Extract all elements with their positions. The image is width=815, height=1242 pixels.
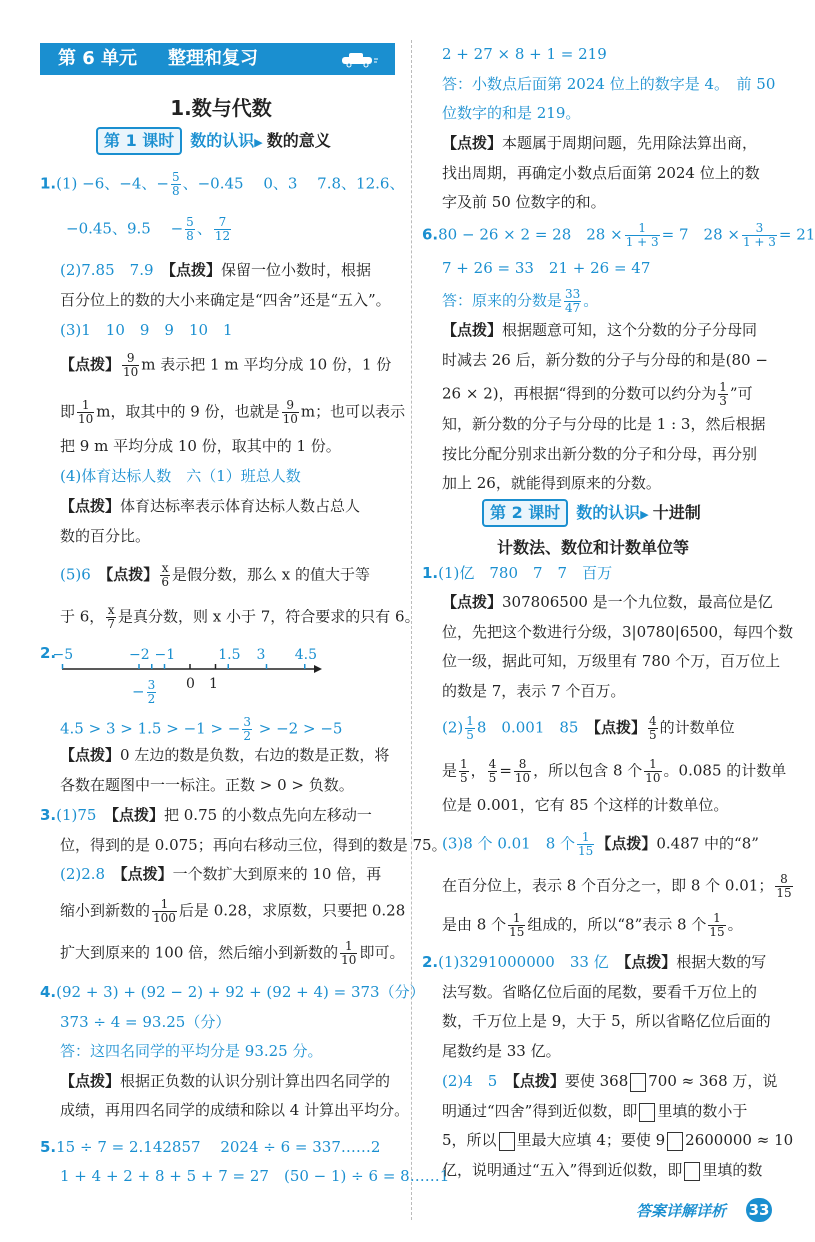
lesson-header-1 [96,127,331,155]
text: 700 ≈ 368 万，说 [648,1072,778,1090]
tip-label: 【点拨】 [512,1072,565,1090]
tip-label: 【点拨】 [593,718,646,737]
fraction: $\frac{8}{10}$ [514,757,531,785]
text: (2)7.85 7.9 [60,261,169,279]
answer-line [442,715,735,742]
question-number: 3. [40,806,57,824]
answer-line [422,952,766,972]
answer-line [40,171,404,198]
text: 307806500 是一个九位数，最高位是亿 [502,593,773,611]
fraction: $\frac{1}{3}$ [719,380,727,408]
answer-line: 373 ÷ 4 = 93.25（分） [60,1013,231,1031]
text: ， [470,761,486,780]
answer-line: 答：这四名同学的平均分是 93.25 分。 [60,1042,323,1060]
fraction: $\frac{3}{2}$ [243,715,251,743]
unit-number: 第 6 单元 [58,48,138,69]
footer-label: 答案详解详析 [636,1202,727,1220]
question-number-label: 2. [40,644,57,662]
explanation-line [442,1160,762,1181]
answer-line [40,982,425,1002]
text: 要使 368 [564,1072,629,1090]
answer-line [422,222,815,249]
text: ”可 [729,384,753,403]
text: 把 0.75 的小数点先向左移动一 [164,806,372,824]
blank-box [499,1132,515,1151]
text: 缩小到新数的 [60,901,151,920]
answer-line [66,216,233,243]
lesson-header-2 [482,499,701,527]
answer-line: 1 + 4 + 2 + 8 + 5 + 7 = 27 (50 − 1) ÷ 6 = 8……1 [60,1167,450,1185]
text: (3)8 个 0.01 8 个 [442,834,576,853]
tip-label: 【点拨】 [60,355,121,374]
fraction: $\frac{33}{47}$ [565,287,581,315]
text: 根据正负数的认识分别计算出四名同学的 [120,1072,391,1090]
answer-line: (4)体育达标人数 六（1）班总人数 [60,467,301,485]
fraction: $\frac{1}{1 + 3}$ [625,221,659,249]
tip-label: 【点拨】 [60,497,121,515]
text: 是真分数，则 x 小于 7，符合要求的只有 6。 [117,607,420,626]
explanation-line: 找出周期，再确定小数点后面第 2024 位上的数 [442,164,760,182]
tip-label: 【点拨】 [105,565,159,584]
text: 根据题意可知，这个分数的分子分母同 [502,321,758,339]
tip-label: 【点拨】 [623,953,677,971]
tick-label: 3 [256,647,266,663]
text: 即可。 [359,943,405,962]
tip-label: 【点拨】 [442,593,503,611]
fraction: $\frac{1}{10}$ [78,398,94,426]
explanation-line: 把 9 m 平均分成 10 份，取其中的 1 份。 [60,437,341,455]
fraction: $\frac{1}{10}$ [645,757,661,785]
question-number: 2. [422,953,439,971]
text: 里填的数小于 [657,1102,748,1120]
tip-label: 【点拨】 [442,134,503,152]
tip-label: 【点拨】 [168,261,222,279]
question-number: 1. [422,564,439,582]
lesson-topic: 数的认识 [190,131,255,150]
neg-three-halves-label: − $\frac{3}{2}$ [132,678,156,706]
text: (1)75 [56,806,112,824]
text: (2)4 5 [442,1072,513,1090]
text: (5)6 [60,565,106,584]
answer-line [40,1137,380,1157]
explanation-line [60,399,405,426]
blank-box [630,1073,646,1092]
unit-title: 整理和复习 [168,48,258,69]
explanation-line: 位，先把这个数进行分级，3|0780|6500，每四个数 [442,623,794,641]
text: 15 ÷ 7 = 2.142857 2024 ÷ 6 = 337……2 [56,1138,381,1156]
fraction: $\frac{9}{10}$ [282,398,298,426]
fraction: $\frac{1}{15}$ [509,911,525,939]
explanation-line [60,745,389,765]
unit-banner [40,43,395,75]
question-number: 4. [40,983,57,1001]
answer-line: 答：小数点后面第 2024 位上的数字是 4。 前 50 [442,75,776,93]
text: 26 × 2)，再根据“得到的分数可以约分为 [442,384,717,403]
explanation-line [442,758,786,785]
explanation-line: 知，新分数的分子与分母的比是 1 : 3，然后根据 [442,415,766,433]
text: = 7 28 × [661,225,740,244]
explanation-line [442,592,773,612]
text: 于 6， [60,607,105,626]
text: 组成的，所以“8”表示 8 个 [527,915,707,934]
text: 。0.085 的计数单 [663,761,787,780]
lesson-subtopic: 十进制 [652,503,701,522]
number-line-arrow [314,665,322,673]
text: 8 0.001 85 [476,718,594,737]
text: m；也可以表示 [300,402,406,421]
text: (1)3291000000 33 亿 [438,953,624,971]
text: 。 [583,291,599,310]
text: (1) −6、−4、− [56,174,169,193]
answer-line [442,831,759,858]
question-number: 6. [422,225,439,244]
lesson-subtitle: 计数法、数位和计数单位等 [497,538,690,557]
explanation-line: 成绩，再用四名同学的成绩和除以 4 计算出平均分。 [60,1101,410,1119]
explanation-line [60,604,420,631]
question-number: 5. [40,1138,57,1156]
tick-label: −5 [52,647,74,663]
car-icon [340,51,380,67]
answer-line [40,805,372,825]
explanation-line [442,1130,793,1151]
fraction: $\frac{8}{15}$ [776,872,792,900]
number-line-ticks [53,647,318,669]
explanation-line: 按比分配分别求出新分数的分子和分母，再分别 [442,445,758,463]
answer-line: 位数字的和是 219。 [442,104,581,122]
explanation-line [60,352,391,379]
question-number: 1. [40,174,57,193]
explanation-line: 各数在题图中一一标注。正数 > 0 > 负数。 [60,776,354,794]
number-line [40,645,340,705]
text: 在百分位上，表示 8 个百分之一，即 8 个 0.01； [442,876,774,895]
page-number: 33 [746,1198,772,1222]
blank-box [639,1103,655,1122]
fraction: $\frac{x}{6}$ [161,561,169,589]
text: 、−0.45 0、3 7.8、12.6、 [182,174,405,193]
explanation-line: 百分位上的数的大小来确定是“四舍”还是“五入”。 [60,291,391,309]
tip-label: 【点拨】 [596,834,657,853]
explanation-line [442,873,795,900]
explanation-line: 法写数。省略亿位后面的尾数，要看千万位上的 [442,983,758,1001]
fraction: $\frac{3}{2}$ [147,678,156,706]
text: 即 [60,402,76,421]
text: 是假分数，那么 x 的值大于等 [171,565,370,584]
fraction: $\frac{3}{1 + 3}$ [742,221,776,249]
lesson-subtopic: 数的意义 [266,131,331,150]
fraction: $\frac{1}{10}$ [341,939,357,967]
text: 5，所以 [442,1131,497,1149]
tick-label: −1 [154,647,176,663]
fraction: $\frac{5}{8}$ [171,170,180,198]
answer-line: 2 + 27 × 8 + 1 = 219 [442,45,607,63]
text: 的计数单位 [659,718,735,737]
fraction: $\frac{1}{5}$ [466,714,474,742]
explanation-line: 的数是 7，表示 7 个百万。 [442,682,626,700]
text: 、 [196,219,212,238]
text: 80 − 26 × 2 = 28 28 × [438,225,623,244]
text: ，所以包含 8 个 [533,761,643,780]
fraction: $\frac{1}{15}$ [578,830,594,858]
text: 体育达标率表示体育达标人数占总人 [120,497,361,515]
fraction: $\frac{x}{7}$ [107,603,115,631]
answer-line: (3)1 10 9 9 10 1 [60,321,233,339]
explanation-line [60,898,405,925]
tick-label: 4.5 [294,647,318,663]
fraction: $\frac{7}{12}$ [214,215,231,243]
text: 。 [727,915,743,934]
text: (2)2.8 [60,865,121,883]
triangle-icon: ▶ [640,508,649,521]
banner-stripe [40,43,45,75]
text: 里最大应填 4；要使 9 [516,1131,666,1149]
text: = 21 [778,225,815,244]
fraction: $\frac{1}{5}$ [460,757,468,785]
blank-box [667,1132,683,1151]
explanation-line [442,1101,747,1122]
text: 0.487 中的“8” [656,834,759,853]
section-heading: 1.数与代数 [170,96,272,120]
text: (2) [442,718,464,737]
triangle-icon: ▶ [254,136,263,149]
answer-line [442,288,598,315]
explanation-line: 时减去 26 后，新分数的分子与分母的和是(80 − [442,351,768,369]
text: 是由 8 个 [442,915,507,934]
page-footer [636,1198,786,1224]
explanation-line [442,320,757,340]
text: 答：原来的分数是 [442,291,563,310]
tip-label: 【点拨】 [60,1072,121,1090]
answer-line [60,260,371,280]
answer-line [442,1071,777,1092]
text: > −2 > −5 [254,719,343,738]
tip-label: 【点拨】 [60,746,121,764]
tip-label: 【点拨】 [442,321,503,339]
fraction: $\frac{4}{5}$ [488,757,497,785]
answer-line [60,864,381,884]
text: 后是 0.28，求原数，只要把 0.28 [178,901,406,920]
text: m，取其中的 9 份，也就是 [96,402,280,421]
text: 4.5 > 3 > 1.5 > −1 > − [60,719,241,738]
lesson-topic: 数的认识 [576,503,641,522]
answer-line [60,716,342,743]
one-label: 1 [209,676,218,692]
tip-label: 【点拨】 [120,865,173,883]
blank-box [684,1162,700,1181]
explanation-line [60,940,404,967]
text: 0 左边的数是负数，右边的数是正数，将 [120,746,390,764]
tick-label: 1.5 [218,647,241,663]
text: 明通过“四舍”得到近似数，即 [442,1102,638,1120]
explanation-line [60,496,360,516]
explanation-line: 位是 0.001，它有 85 个这样的计数单位。 [442,796,729,814]
lesson-tag: 第 1 课时 [96,127,182,155]
text: 一个数扩大到原来的 10 倍，再 [172,865,382,883]
tick-label: −2 [129,647,150,663]
explanation-line [442,133,757,153]
text: 亿，说明通过“五入”得到近似数，即 [442,1161,683,1179]
explanation-line: 字及前 50 位数字的和。 [442,193,606,211]
text: (92 + 3) + (92 − 2) + 92 + (92 + 4) = 373（分） [56,983,425,1001]
text: 2600000 ≈ 10 [685,1131,794,1149]
banner-stripe [388,43,392,75]
explanation-line [442,381,753,408]
fraction: $\frac{1}{15}$ [709,911,725,939]
fraction: $\frac{5}{8}$ [186,215,194,243]
text: 保留一位小数时，根据 [221,261,372,279]
explanation-line: 尾数约是 33 亿。 [442,1042,561,1060]
text: 根据大数的写 [676,953,767,971]
answer-line [422,563,612,583]
tip-label: 【点拨】 [111,806,164,824]
fraction: $\frac{9}{10}$ [123,351,139,379]
text: 是 [442,761,458,780]
zero-label: 0 [186,676,195,692]
text: 扩大到原来的 100 倍，然后缩小到新数的 [60,943,339,962]
fraction: $\frac{4}{5}$ [648,714,657,742]
explanation-line [442,912,743,939]
banner-stripe [380,43,384,75]
fraction: $\frac{1}{100}$ [153,897,176,925]
text: (1)亿 780 7 7 百万 [438,564,613,582]
explanation-line: 加上 26，就能得到原来的分数。 [442,474,661,492]
text: m 表示把 1 m 平均分成 10 份，1 份 [141,355,392,374]
explanation-line: 数，千万位上是 9，大于 5，所以省略亿位后面的 [442,1012,771,1030]
explanation-line: 数的百分比。 [60,527,151,545]
answer-line [60,562,370,589]
explanation-line: 位一级，据此可知，万级里有 780 个万，百万位上 [442,652,781,670]
explanation-line: 位，得到的是 0.075；再向右移动三位，得到的数是 75。 [60,836,447,854]
answer-line: 7 + 26 = 33 21 + 26 = 47 [442,259,651,277]
explanation-line [60,1071,390,1091]
text: = [499,761,512,780]
text: 本题属于周期问题，先用除法算出商， [502,134,758,152]
text: 里填的数 [702,1161,763,1179]
text: −0.45、9.5 − [66,219,184,238]
lesson-tag: 第 2 课时 [482,499,568,527]
